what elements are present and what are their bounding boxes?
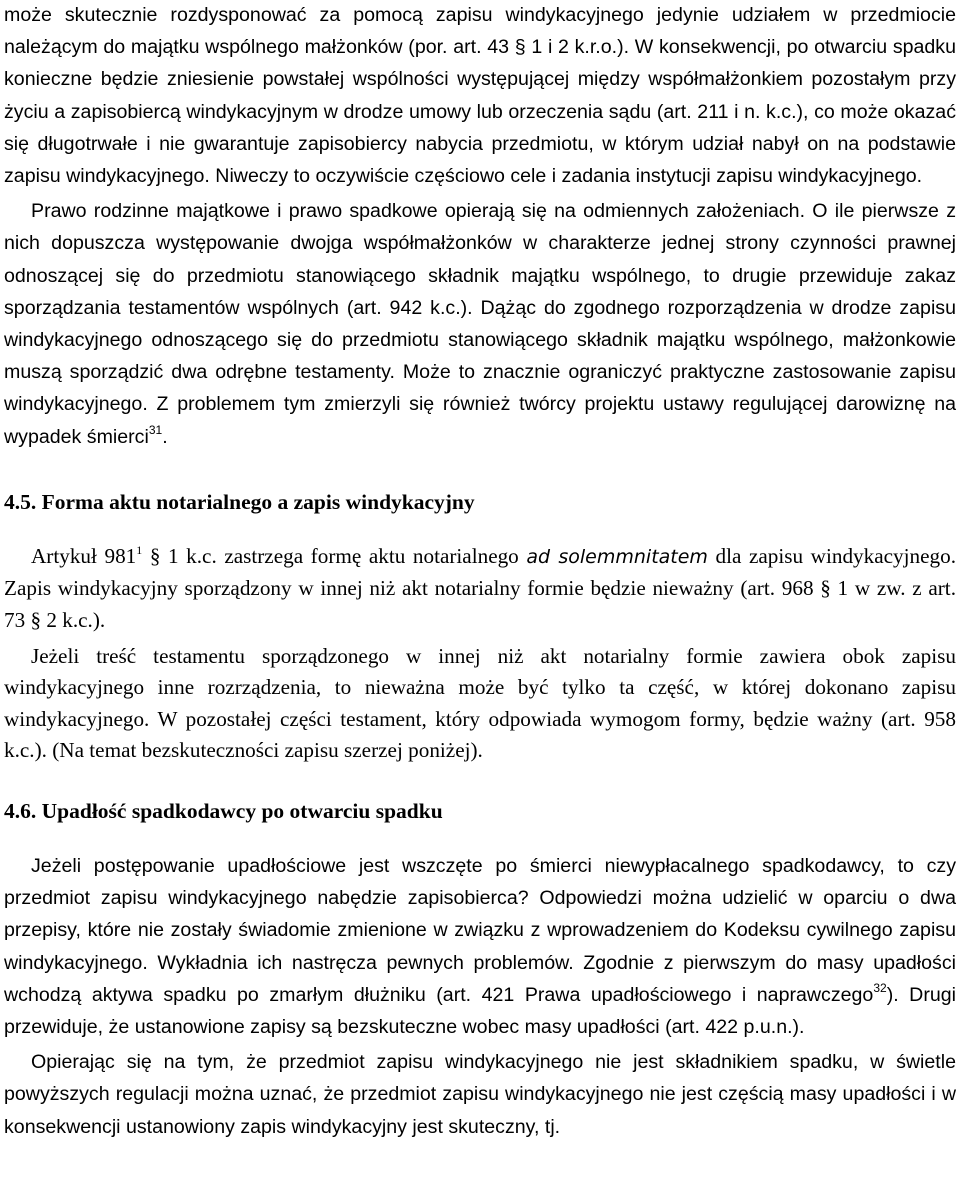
paragraph-end: . [162,425,168,448]
latin-phrase: ad solemmnitatem [526,545,708,568]
paragraph-text: może skutecznie rozdysponować za pomocą zapisu windykacyjnego jedynie udziałem w przedmiocie należącym do majątku wspólnego małżonków (por. art. 43 § 1 i 2 k.r.o.). W konsekwencji, po otwarciu spadku konieczne będzie zniesienie powstałej wspólności występującej między współmałżonkiem pozostałym przy życiu a zapisobiercą windykacyjnym w drodze umowy lub orzeczenia sądu (art. 211 i n. k.c.), co może okazać się długotrwałe i nie gwarantuje zapisobiercy nabycia przedmiotu, w którym udział nabył on na podstawie zapisu windykacyjnego. Niweczy to oczywiście częściowo cele i zadania instytucji zapisu windykacyjnego. [4,4,956,188]
section-heading-4-5: 4.5. Forma aktu notarialnego a zapis windykacyjny [4,489,475,514]
section-heading-4-6: 4.6. Upadłość spadkodawcy po otwarciu spadku [4,799,443,823]
paragraph-prawo-rodzinne [4,195,956,453]
paragraph-text [4,541,956,637]
paragraph-forma-aktu [4,541,956,637]
paragraph-rest: dla zapisu windykacyjnego. Zapis windykacyjny sporządzony w innej niż akt notarialny formie będzie nieważny (art. 968 § 1 w zw. z art. 73 § 2 k.c.). [4,543,956,633]
paragraph-body: § 1 k.c. zastrzega formę aktu notarialnego [142,543,527,568]
footnote-reference-32[interactable]: 32 [873,980,887,995]
paragraph-text: Jeżeli treść testamentu sporządzonego w innej niż akt notarialny formie zawiera obok zapisu windykacyjnego inne rozrządzenia, to nieważna może być tylko ta część, w której dokonano zapisu windykacyjnego. W pozostałej części testament, który odpowiada wymogom formy, będzie ważny (art. 958 k.c.). (Na temat bezskuteczności zapisu szerzej poniżej). [4,643,956,763]
paragraph-body: Prawo rodzinne majątkowe i prawo spadkowe opierają się na odmiennych założeniach. O ile pierwsze z nich dopuszcza występowanie dwojga współmałżonków w charakterze jednej strony czynności prawnej odnoszącej się do przedmiotu stanowiącego składnik majątku wspólnego, to drugie przewiduje zakaz sporządzania testamentów wspólnych (art. 942 k.c.). Dążąc do zgodnego rozporządzenia w drodze zapisu windykacyjnego odnoszącego się do przedmiotu stanowiącego składnik majątku wspólnego, małżonkowie muszą sporządzić dwa odrębne testamenty. Może to znacznie ograniczyć praktyczne zastosowanie zapisu windykacyjnego. Z problemem tym zmierzyli się również twórcy projektu ustawy regulującej darowiznę na wypadek śmierci [4,200,956,448]
paragraph-text: Opierając się na tym, że przedmiot zapisu windykacyjnego nie jest składnikiem spadku, w świetle powyższych regulacji można uznać, że przedmiot zapisu windykacyjnego nie jest częścią masy upadłości i w konsekwencji ustanowiony zapis windykacyjny jest skuteczny, tj. [4,1051,956,1138]
superscript-1: 1 [136,542,143,557]
paragraph-text [4,195,956,453]
footnote-reference-31[interactable]: 31 [148,422,163,437]
article-reference: Artykuł 981 [31,543,137,568]
paragraph-opierajac [4,1046,956,1143]
paragraph-body: Jeżeli postępowanie upadłościowe jest wszczęte po śmierci niewypłacalnego spadkodawcy, to czy przedmiot zapisu windykacyjnego nabędzie zapisobierca? Odpowiedzi można udzielić w oparciu o dwa przepisy, które nie zostały świadomie zmienione w związku z wprowadzeniem do Kodeksu cywilnego zapisu windykacyjnego. Wykładnia ich nastręcza pewnych problemów. Zgodnie z pierwszym do masy upadłości wchodzą aktywa spadku po zmarłym dłużniku (art. 421 Prawa upadłościowego i naprawczego [4,855,956,1006]
paragraph-tresc-testamentu [4,641,956,767]
paragraph-upadlosc [4,850,956,1043]
paragraph-text [4,850,956,1043]
paragraph-wspolnosc-majatkowa [4,0,956,192]
paragraph-rest: ). Drugi przewiduje, że ustanowione zapisy są bezskuteczne wobec masy upadłości (art. 422 p.u.n.). [4,983,956,1039]
